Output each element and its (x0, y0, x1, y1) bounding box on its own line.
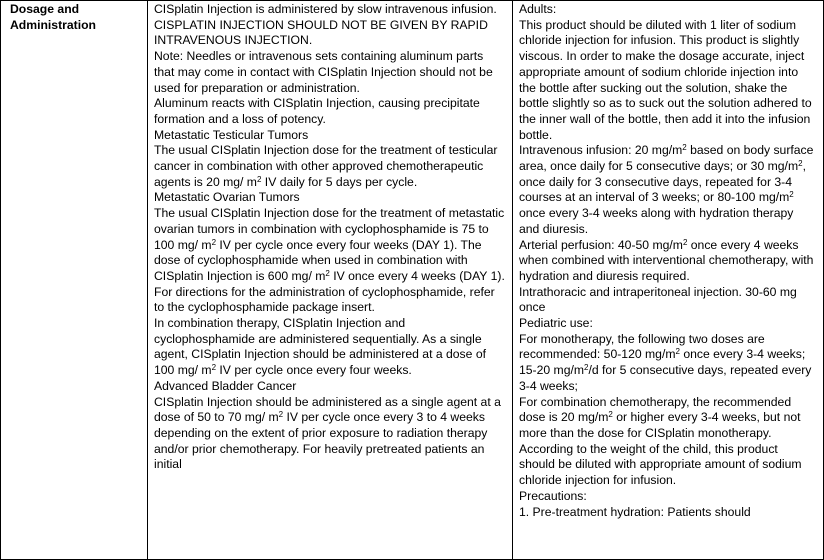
row-label-cell (1, 1, 148, 560)
text-run: IV per cycle once every 3 to 4 weeks depending on the extent of prior exposure to radiation therapy and/or prior chemotherapy. For heavily pretreated patients an initial (154, 410, 488, 472)
text-run: once every 3-4 weeks along with hydration therapy and diuresis. (519, 206, 794, 236)
text-run: Precautions: (519, 488, 587, 503)
right-paragraph (519, 442, 817, 489)
left-paragraph (154, 96, 506, 127)
text-run: Metastatic Ovarian Tumors (154, 190, 300, 205)
text-run: Pediatric use: (519, 316, 593, 331)
text-run: For monotherapy, the following two doses are recommended: 50-120 mg/m (519, 331, 765, 362)
right-paragraph (519, 238, 817, 285)
superscript: 2 (682, 143, 687, 153)
right-paragraph (519, 505, 817, 521)
right-text-column (513, 1, 824, 560)
text-run: Arterial perfusion: 40-50 mg/m (519, 237, 683, 252)
text-run: /d for 5 consecutive days, repeated every 3-4 weeks; (519, 363, 812, 393)
text-run: once every 4 weeks when combined with interventional chemotherapy, with hydration and diuresis required. (519, 237, 814, 283)
superscript: 2 (278, 410, 284, 420)
left-paragraph (154, 190, 506, 206)
superscript: 2 (798, 159, 803, 169)
text-run: based on body surface area, once daily for 5 consecutive days; or 30 mg/m (519, 143, 814, 174)
text-run: CISplatin Injection is administered by slow intravenous infusion. CISPLATIN INJECTION SHOULD NOT BE GIVEN BY RAPID INTRAVENOUS INJECTION. (154, 2, 497, 48)
text-run: Intravenous infusion: 20 mg/m (519, 143, 683, 158)
text-run: Advanced Bladder Cancer (154, 378, 297, 393)
row-label: Dosage and Administration (10, 2, 96, 32)
text-run: CISplatin Injection should be administered as a single agent at a dose of 50 to 70 mg/ m (154, 394, 501, 425)
text-run: This product should be diluted with 1 liter of sodium chloride injection for infusion. This product is slightly viscous. In order to make the dosage accurate, inject appropriate amount of sodium chloride injection into the bottle after sucking out the solution, shake the bottle slightly so as to suck out the solution adhered to the inner wall of the bottle, then add it into the infusion bottle. (519, 17, 812, 142)
text-run: Adults: (519, 2, 557, 16)
superscript: 2 (211, 363, 217, 373)
superscript: 2 (789, 190, 794, 200)
left-paragraph (154, 285, 506, 316)
left-paragraph (154, 2, 506, 49)
text-run: or higher every 3-4 weeks, but not more than the dose for CISplatin monotherapy. (519, 410, 801, 440)
superscript: 2 (608, 410, 613, 420)
text-run: Aluminum reacts with CISplatin Injection, causing precipitate formation and a loss of potency. (154, 96, 480, 126)
text-run: IV per cycle once every four weeks (DAY 1). The dose of cyclophosphamide when used in combination with CISplatin Injection is 600 mg/ m (154, 237, 482, 283)
left-text-column (148, 1, 513, 560)
text-run: 1. Pre-treatment hydration: Patients should (519, 504, 751, 519)
left-paragraph (154, 379, 506, 395)
text-run: The usual CISplatin Injection dose for the treatment of testicular cancer in combination with other approved chemotherapeutic agents is 20 mg/ m (154, 143, 498, 189)
right-paragraph (519, 285, 817, 316)
superscript: 2 (211, 237, 217, 247)
dosage-row (1, 1, 824, 560)
superscript: 2 (584, 363, 589, 373)
text-run: For directions for the administration of cyclophosphamide, refer to the cyclophosphamide package insert. (154, 284, 495, 315)
text-run: Note: Needles or intravenous sets containing aluminum parts that may come in contact with CISplatin Injection should not be used for preparation or administration. (154, 49, 493, 95)
superscript: 2 (325, 268, 330, 278)
right-paragraph (519, 316, 817, 332)
left-paragraph (154, 49, 506, 96)
text-run: According to the weight of the child, this product should be diluted with appropriate amount of sodium chloride injection for infusion. (519, 441, 802, 488)
left-paragraph (154, 143, 506, 190)
text-run: once every 3-4 weeks; 15-20 mg/m (519, 347, 806, 378)
text-run: IV daily for 5 days per cycle. (261, 174, 418, 189)
right-paragraph (519, 143, 817, 237)
right-paragraph (519, 489, 817, 505)
text-run: Metastatic Testicular Tumors (154, 127, 309, 142)
right-paragraph (519, 2, 817, 18)
left-paragraph (154, 316, 506, 379)
left-paragraph (154, 395, 506, 474)
text-run: IV once every 4 weeks (DAY 1). (329, 268, 505, 283)
left-paragraph (154, 206, 506, 285)
superscript: 2 (682, 237, 688, 247)
right-paragraph (519, 332, 817, 395)
superscript: 2 (675, 347, 680, 357)
left-paragraph (154, 128, 506, 144)
text-run: Intrathoracic and intraperitoneal injection. 30-60 mg once (519, 284, 797, 315)
right-paragraph (519, 395, 817, 442)
text-run: The usual CISplatin Injection dose for the treatment of metastatic ovarian tumors in combination with cyclophosphamide is 75 to 100 mg/ m (154, 206, 505, 252)
right-paragraph (519, 18, 817, 144)
text-run: IV per cycle once every four weeks. (216, 363, 412, 378)
text-run: For combination chemotherapy, the recommended dose is 20 mg/m (519, 394, 792, 425)
text-run: In combination therapy, CISplatin Injection and cyclophosphamide are administered sequentially. As a single agent, CISplatin Injection should be administered at a dose of 100 mg/ m (154, 316, 486, 378)
text-run: , once daily for 3 consecutive days, repeated for 3-4 courses at an interval of 3 weeks; or 80-100 mg/m (519, 159, 806, 205)
superscript: 2 (256, 174, 262, 184)
